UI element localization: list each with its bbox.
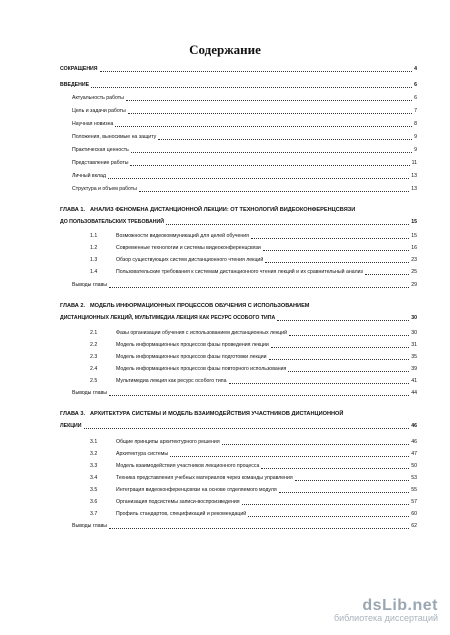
toc-label: Практическая ценность (72, 147, 129, 153)
toc-label: Профиль стандартов, спецификаций и рекомендаций (116, 511, 247, 517)
section-number: 2.2 (90, 342, 98, 348)
toc-page: 11 (411, 160, 417, 166)
toc-leader (128, 113, 412, 114)
toc-page: 9 (414, 147, 417, 153)
toc-entry[interactable] (60, 487, 417, 494)
table-of-contents (60, 66, 417, 530)
section-number: 2.1 (90, 330, 98, 336)
toc-entry[interactable] (60, 451, 417, 458)
toc-page: 60 (411, 511, 417, 517)
toc-leader (295, 480, 409, 481)
toc-page: 6 (414, 82, 417, 88)
section-number: 3.5 (90, 487, 98, 493)
chapter-3-heading[interactable] (60, 410, 417, 418)
toc-label: Фазы организации обучения с использованием дистанционных лекций (116, 330, 287, 336)
toc-leader (158, 139, 412, 140)
toc-page: 41 (411, 378, 417, 384)
toc-label: Актуальность работы (72, 95, 124, 101)
toc-page: 25 (411, 269, 417, 275)
toc-label: Модель информационных процессов фазы подготовки лекции (116, 354, 267, 360)
toc-label: Модель взаимодействия участников лекционного процесса (116, 463, 260, 469)
toc-label: Пользовательские требования к системам дистанционного чтения лекций и их сравнительный анализ (116, 269, 363, 275)
toc-entry[interactable] (60, 257, 417, 264)
toc-label: Модель информационных процессов фазы проведения лекции (116, 342, 269, 348)
toc-label: Техника представления учебных материалов через команды управления (116, 475, 293, 481)
toc-label: Представление работы (72, 160, 129, 166)
toc-leader (170, 456, 409, 457)
toc-leader (115, 126, 412, 127)
toc-leader (100, 71, 413, 72)
toc-page: 39 (411, 366, 417, 372)
chapter-title-line1: АРХИТЕКТУРА СИСТЕМЫ И МОДЕЛЬ ВЗАИМОДЕЙСТВИЯ УЧАСТНИКОВ ДИСТАНЦИОННОЙ (90, 411, 344, 417)
toc-page: 30 (411, 315, 417, 321)
section-number: 3.2 (90, 451, 98, 457)
chapter-title-line2: ЛЕКЦИИ (60, 423, 82, 429)
toc-page: 53 (411, 475, 417, 481)
section-number: 2.3 (90, 354, 98, 360)
toc-entry[interactable] (60, 95, 417, 102)
toc-page: 15 (411, 233, 417, 239)
toc-page: 23 (411, 257, 417, 263)
toc-leader (166, 224, 409, 225)
toc-leader (289, 335, 409, 336)
toc-entry-chapter-conclusions[interactable] (60, 282, 417, 289)
chapter-1-title-line2[interactable] (60, 219, 417, 226)
toc-leader (108, 178, 409, 179)
toc-leader (242, 504, 410, 505)
toc-leader (139, 191, 409, 192)
toc-entry[interactable] (60, 366, 417, 373)
chapter-1-heading[interactable] (60, 206, 417, 214)
toc-page: 15 (411, 219, 417, 225)
toc-page: 29 (411, 282, 417, 288)
toc-entry[interactable] (60, 475, 417, 482)
toc-page: 47 (411, 451, 417, 457)
section-number: 2.5 (90, 378, 98, 384)
toc-leader (251, 238, 409, 239)
toc-page: 46 (411, 439, 417, 445)
toc-page: 13 (411, 173, 417, 179)
section-number: 3.7 (90, 511, 98, 517)
toc-leader (288, 371, 409, 372)
toc-entry[interactable] (60, 160, 417, 167)
toc-label: Выводы главы (72, 282, 108, 288)
toc-leader (130, 165, 409, 166)
toc-leader (269, 359, 410, 360)
toc-leader (365, 274, 409, 275)
toc-entry[interactable] (60, 173, 417, 180)
toc-entry[interactable] (60, 378, 417, 385)
toc-page: 13 (411, 186, 417, 192)
toc-label: Модель информационных процессов фазы повторного использования (116, 366, 287, 372)
toc-leader (109, 528, 409, 529)
toc-page: 35 (411, 354, 417, 360)
toc-entry[interactable] (60, 186, 417, 193)
toc-leader (131, 152, 412, 153)
toc-page: 50 (411, 463, 417, 469)
toc-leader (279, 492, 409, 493)
toc-page: 8 (414, 121, 417, 127)
section-number: 2.4 (90, 366, 98, 372)
section-number: 1.4 (90, 269, 98, 275)
toc-leader (84, 428, 410, 429)
toc-entry[interactable] (60, 245, 417, 252)
toc-leader (277, 320, 409, 321)
toc-label: Возможности видеокоммуникаций для целей обучения (116, 233, 249, 239)
toc-page: 31 (411, 342, 417, 348)
toc-leader (126, 100, 412, 101)
toc-label: Мультимедиа лекция как ресурс особого типа (116, 378, 227, 384)
toc-entry[interactable] (60, 342, 417, 349)
chapter-2-title-line2[interactable] (60, 315, 417, 322)
toc-entry[interactable] (60, 330, 417, 337)
toc-label: Архитектура системы (116, 451, 169, 457)
toc-entry[interactable] (60, 121, 417, 128)
toc-entry-abbreviations[interactable] (60, 66, 417, 73)
chapter-number: ГЛАВА 2. (60, 303, 86, 309)
toc-leader (109, 395, 409, 396)
toc-page: 30 (411, 330, 417, 336)
toc-entry-chapter-conclusions[interactable] (60, 390, 417, 397)
toc-page: 55 (411, 487, 417, 493)
toc-page: 16 (411, 245, 417, 251)
toc-page: 57 (411, 499, 417, 505)
toc-entry-chapter-conclusions[interactable] (60, 523, 417, 530)
toc-label: Современные технологии и системы видеоконференцсвязи (116, 245, 261, 251)
toc-label: ВВЕДЕНИЕ (60, 82, 90, 88)
section-number: 3.3 (90, 463, 98, 469)
page-title: Содержание (189, 42, 261, 57)
toc-label: Научная новизна (72, 121, 114, 127)
toc-page: 44 (411, 390, 417, 396)
chapter-title-line1: МОДЕЛЬ ИНФОРМАЦИОННЫХ ПРОЦЕССОВ ОБУЧЕНИЯ С ИСПОЛЬЗОВАНИЕМ (90, 303, 310, 309)
toc-entry[interactable] (60, 463, 417, 470)
chapter-number: ГЛАВА 3. (60, 411, 86, 417)
toc-entry[interactable] (60, 354, 417, 361)
toc-leader (91, 87, 412, 88)
section-number: 3.1 (90, 439, 98, 445)
toc-leader (222, 444, 410, 445)
section-number: 1.2 (90, 245, 98, 251)
toc-leader (261, 468, 409, 469)
toc-entry[interactable] (60, 511, 417, 518)
chapter-3-title-line2[interactable] (60, 423, 417, 430)
toc-leader (271, 347, 409, 348)
toc-label: Общие принципы архитектурного решения (116, 439, 220, 445)
toc-entry[interactable] (60, 499, 417, 506)
chapter-title-line2: ДО ПОЛЬЗОВАТЕЛЬСКИХ ТРЕБОВАНИЙ (60, 219, 164, 225)
toc-label: Личный вклад (72, 173, 106, 179)
toc-entry[interactable] (60, 134, 417, 141)
toc-label: Цель и задачи работы (72, 108, 126, 114)
toc-leader (248, 516, 409, 517)
watermark (334, 597, 438, 623)
toc-label: Организация подсистемы записи-воспроизведения (116, 499, 240, 505)
section-number: 1.1 (90, 233, 98, 239)
toc-leader (229, 383, 410, 384)
toc-leader (109, 287, 409, 288)
section-number: 3.6 (90, 499, 98, 505)
toc-entry[interactable] (60, 147, 417, 154)
toc-label: СОКРАЩЕНИЯ (60, 66, 98, 72)
toc-page: 7 (414, 108, 417, 114)
toc-page: 6 (414, 95, 417, 101)
toc-label: Интеграция видеоконференцсвязи на основе отделяемого модуля (116, 487, 277, 493)
toc-entry[interactable] (60, 233, 417, 240)
toc-page: 62 (411, 523, 417, 529)
toc-entry[interactable] (60, 108, 417, 115)
toc-label: Обзор существующих систем дистанционного чтения лекций (116, 257, 264, 263)
section-number: 3.4 (90, 475, 98, 481)
toc-label: Структура и объем работы (72, 186, 137, 192)
chapter-title-line2: ДИСТАНЦИОННЫХ ЛЕКЦИЙ, МУЛЬТИМЕДИА ЛЕКЦИЯ КАК РЕСУРС ОСОБОГО ТИПА (60, 315, 276, 321)
toc-page: 46 (411, 423, 417, 429)
watermark-logo: dsLib.net (362, 597, 438, 614)
toc-entry[interactable] (60, 439, 417, 446)
toc-page: 9 (414, 134, 417, 140)
toc-label: Положения, выносимые на защиту (72, 134, 157, 140)
toc-leader (265, 262, 409, 263)
toc-entry[interactable] (60, 269, 417, 276)
toc-page: 4 (414, 66, 417, 72)
toc-label: Выводы главы (72, 390, 108, 396)
toc-leader (263, 250, 409, 251)
watermark-subtitle: библиотека диссертаций (333, 613, 438, 623)
toc-entry-introduction[interactable] (60, 82, 417, 89)
chapter-number: ГЛАВА 1. (60, 207, 86, 213)
section-number: 1.3 (90, 257, 98, 263)
toc-label: Выводы главы (72, 523, 108, 529)
chapter-title-line1: АНАЛИЗ ФЕНОМЕНА ДИСТАНЦИОННОЙ ЛЕКЦИИ: ОТ ТЕХНОЛОГИЙ ВИДЕОКОНФЕРЕНЦСВЯЗИ (90, 207, 356, 213)
chapter-2-heading[interactable] (60, 302, 417, 310)
